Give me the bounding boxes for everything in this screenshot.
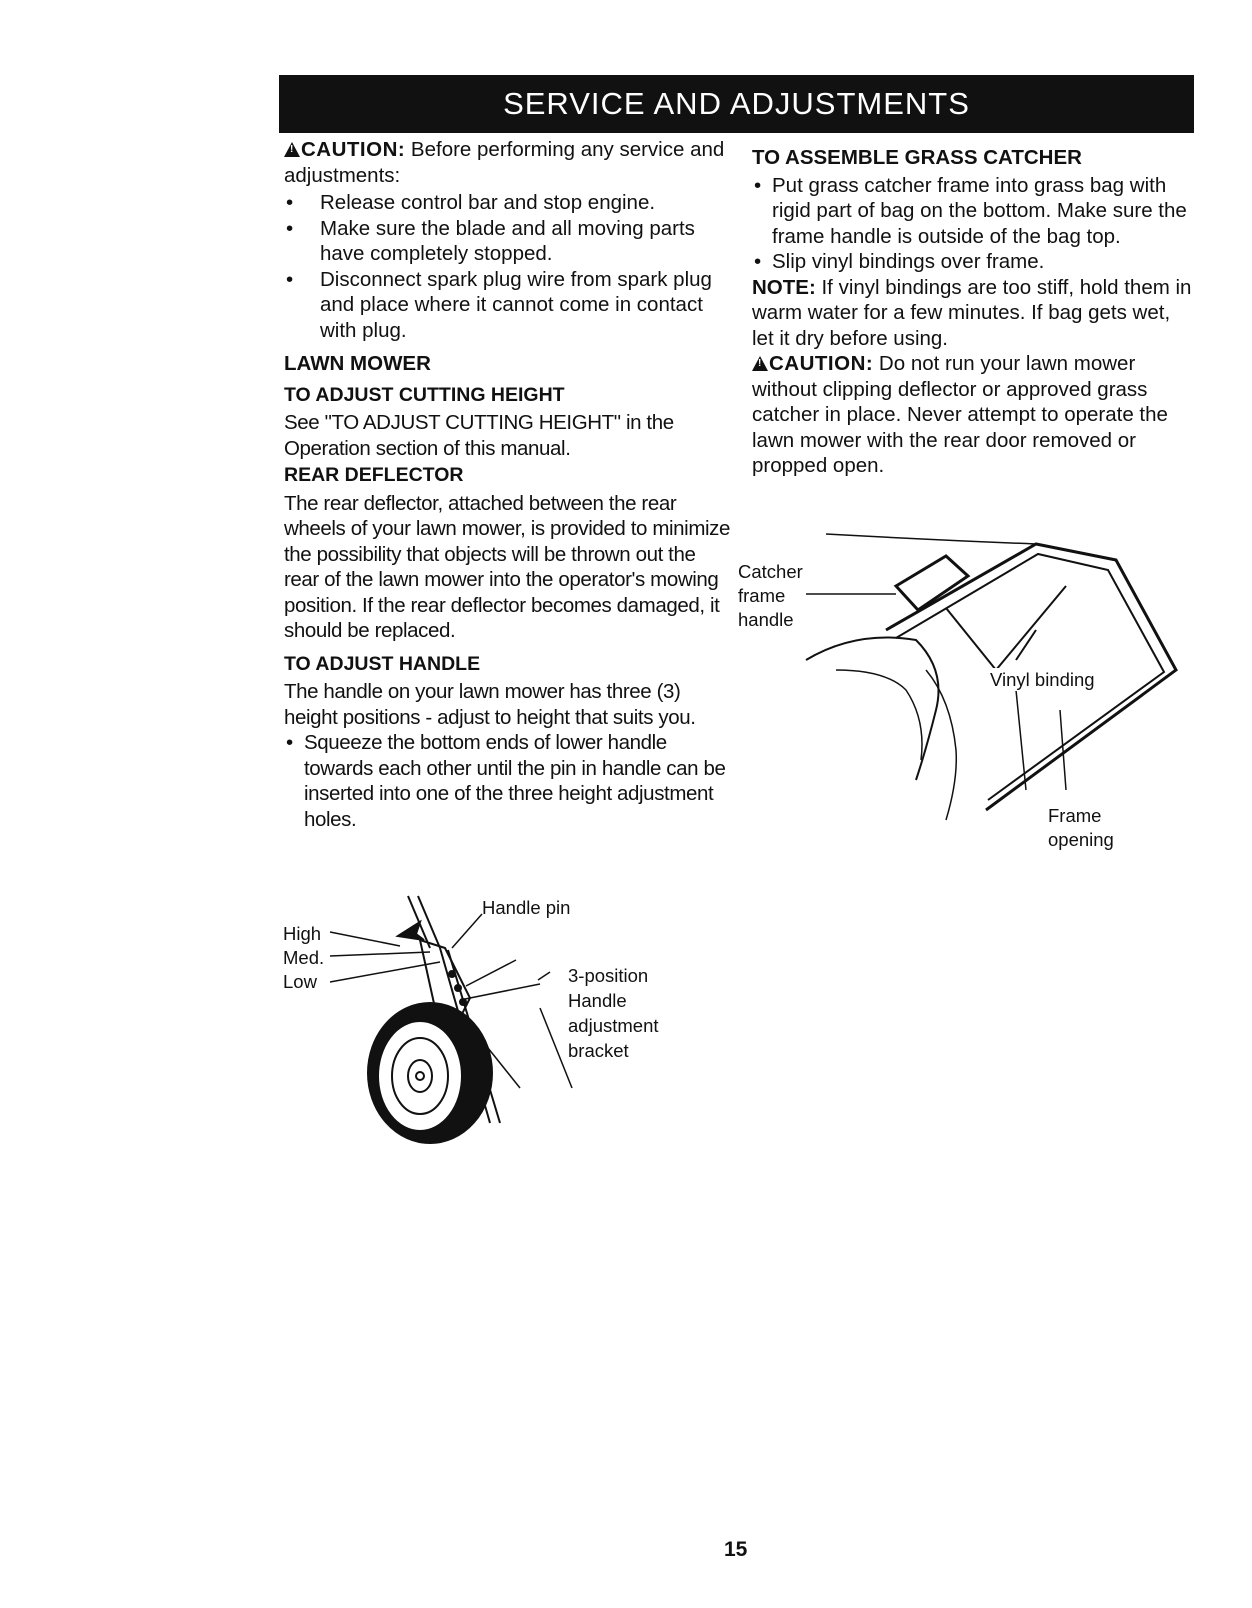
- caution2-text: Do not run your lawn mower without clipping deflector or approved grass catcher in place. Never attempt to operate the lawn mower with the rear door removed or propped open.: [752, 352, 1168, 477]
- list-item: • Slip vinyl bindings over frame.: [752, 249, 1194, 275]
- adjust-handle-heading: TO ADJUST HANDLE: [284, 652, 481, 675]
- caution-list: [284, 190, 732, 343]
- adjust-handle-list: [284, 730, 732, 832]
- section-title: SERVICE AND ADJUSTMENTS: [503, 86, 970, 121]
- label-low: Low: [283, 971, 317, 992]
- label-bracket-1: 3-position: [568, 965, 649, 986]
- label-catcher-1: Catcher: [738, 561, 803, 582]
- note-paragraph: [752, 275, 1194, 352]
- adjust-handle-text: The handle on your lawn mower has three (3) height positions - adjust to height that suits you.: [284, 680, 696, 729]
- assemble-list: [752, 173, 1194, 275]
- list-item: • Put grass catcher frame into grass bag with rigid part of bag on the bottom. Make sure the frame handle is outside of the bag top.: [752, 173, 1194, 250]
- label-high: High: [283, 923, 322, 944]
- label-frame-2: opening: [1048, 829, 1114, 850]
- caution-text: Before performing any service and adjustments:: [284, 138, 725, 187]
- left-column: [284, 137, 732, 832]
- list-item: • Release control bar and stop engine.: [284, 190, 732, 216]
- note-text: If vinyl bindings are too stiff, hold them in warm water for a few minutes. If bag gets wet, let it dry before using.: [752, 275, 1192, 350]
- grass-catcher-illustration: [736, 520, 1196, 860]
- caution2-paragraph: [752, 351, 1194, 479]
- label-handle-pin: Handle pin: [482, 897, 571, 918]
- label-bracket-4: bracket: [568, 1040, 629, 1061]
- cutting-height-heading: TO ADJUST CUTTING HEIGHT: [284, 383, 565, 406]
- label-vinyl-binding: Vinyl binding: [990, 669, 1095, 690]
- list-item: • Disconnect spark plug wire from spark plug and place where it cannot come in contact with plug.: [284, 267, 732, 344]
- note-label: NOTE:: [752, 275, 816, 299]
- label-catcher-2: frame: [738, 585, 786, 606]
- caution-label: CAUTION:: [301, 138, 406, 161]
- label-frame-1: Frame: [1048, 805, 1102, 826]
- grass-catcher-figure: [736, 520, 1196, 860]
- caution-paragraph: [284, 137, 732, 188]
- label-bracket-2: Handle: [568, 990, 627, 1011]
- right-column: [752, 145, 1194, 479]
- warning-triangle-icon: [284, 142, 300, 157]
- rear-deflector-text: The rear deflector, attached between the rear wheels of your lawn mower, is provided to minimize the possibility that objects will be thrown out the rear of the lawn mower into the operator's mowing position. If the rear deflector becomes damaged, it should be replaced.: [284, 491, 730, 642]
- label-med: Med.: [283, 947, 325, 968]
- label-bracket-3: adjustment: [568, 1015, 659, 1036]
- page-number: 15: [724, 1538, 748, 1561]
- cutting-height-text: See "TO ADJUST CUTTING HEIGHT" in the Operation section of this manual.: [284, 411, 674, 460]
- list-item: • Squeeze the bottom ends of lower handle towards each other until the pin in handle can be inserted into one of the three height adjustment holes.: [284, 730, 732, 832]
- section-header: [279, 75, 1194, 133]
- lawn-mower-heading: LAWN MOWER: [284, 352, 431, 375]
- list-item: • Make sure the blade and all moving parts have completely stopped.: [284, 216, 732, 267]
- label-catcher-3: handle: [738, 609, 794, 630]
- assemble-heading: TO ASSEMBLE GRASS CATCHER: [752, 146, 1082, 169]
- handle-adjustment-figure: [280, 888, 700, 1158]
- rear-deflector-heading: REAR DEFLECTOR: [284, 464, 464, 486]
- caution2-label: CAUTION:: [769, 352, 874, 375]
- warning-triangle-icon: [752, 356, 768, 371]
